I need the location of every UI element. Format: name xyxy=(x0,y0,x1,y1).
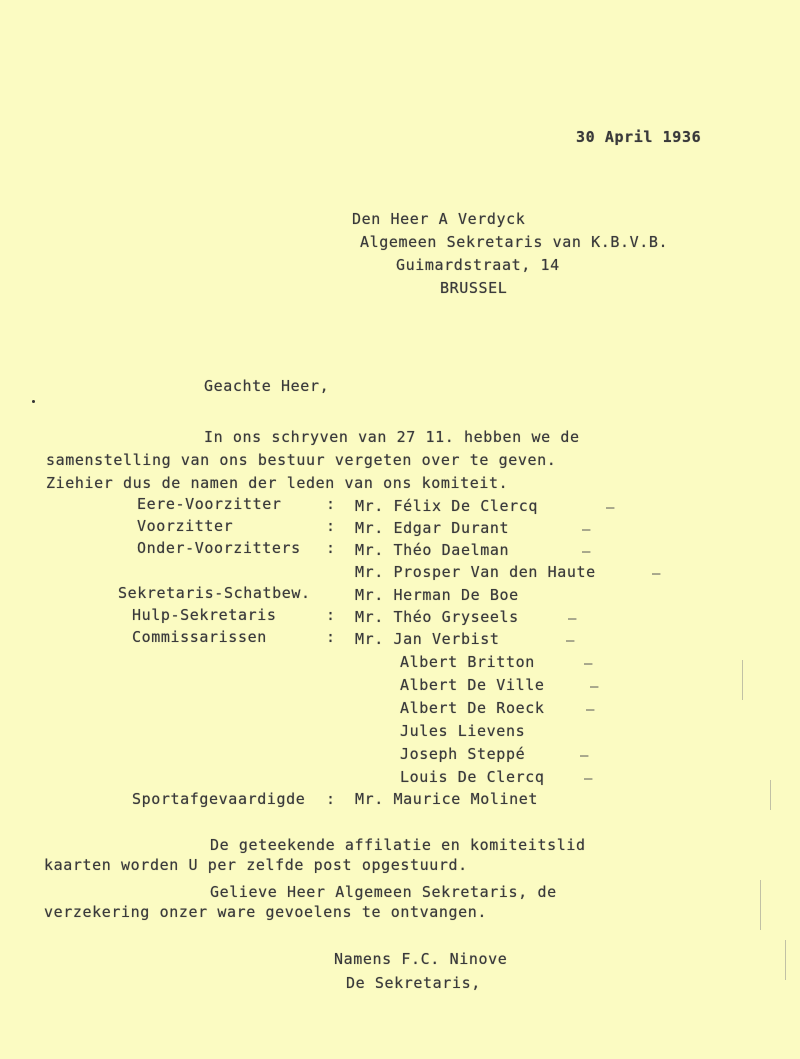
member-name: Mr. Théo Daelman xyxy=(355,541,510,559)
check-mark-icon: — xyxy=(584,656,593,672)
check-mark-icon: — xyxy=(586,702,595,718)
role-separator: : xyxy=(326,628,336,646)
closing-line-4: verzekering onzer ware gevoelens te ontvangen. xyxy=(44,903,488,921)
role-label: Sportafgevaardigde xyxy=(132,790,306,808)
check-mark-icon: — xyxy=(652,566,661,582)
check-mark-icon: — xyxy=(568,611,577,627)
member-name: Jules Lievens xyxy=(400,722,526,740)
role-separator: : xyxy=(326,790,336,808)
check-mark-icon: — xyxy=(582,544,591,560)
role-label: Onder-Voorzitters xyxy=(137,539,301,557)
recipient-city: BRUSSEL xyxy=(440,279,508,297)
recipient-name: Den Heer A Verdyck xyxy=(352,210,526,228)
scan-mark xyxy=(742,660,743,700)
member-name: Albert De Roeck xyxy=(400,699,545,717)
member-name: Joseph Steppé xyxy=(400,745,526,763)
ink-dot xyxy=(32,400,35,403)
check-mark-icon: — xyxy=(566,633,575,649)
check-mark-icon: — xyxy=(590,679,599,695)
salutation: Geachte Heer, xyxy=(204,377,330,395)
role-label: Sekretaris-Schatbew. xyxy=(118,584,311,602)
role-label: Commissarissen xyxy=(132,628,267,646)
intro-line-1: In ons schryven van 27 11. hebben we de xyxy=(204,428,580,446)
signature-title: De Sekretaris, xyxy=(346,974,481,992)
member-name: Albert De Ville xyxy=(400,676,545,694)
member-name: Mr. Prosper Van den Haute xyxy=(355,563,596,581)
recipient-title: Algemeen Sekretaris van K.B.V.B. xyxy=(360,233,669,251)
check-mark-icon: — xyxy=(584,771,593,787)
role-separator: : xyxy=(326,539,336,557)
closing-line-3: Gelieve Heer Algemeen Sekretaris, de xyxy=(210,883,557,901)
letter-date: 30 April 1936 xyxy=(576,128,702,146)
signature-club: Namens F.C. Ninove xyxy=(334,950,508,968)
scan-mark xyxy=(770,780,771,810)
role-label: Eere-Voorzitter xyxy=(137,495,282,513)
closing-line-2: kaarten worden U per zelfde post opgestuurd. xyxy=(44,856,468,874)
role-separator: : xyxy=(326,517,336,535)
intro-line-2: samenstelling van ons bestuur vergeten over te geven. xyxy=(46,451,557,469)
scan-mark xyxy=(785,940,786,980)
member-name: Mr. Félix De Clercq xyxy=(355,497,538,515)
role-label: Voorzitter xyxy=(137,517,234,535)
member-name: Louis De Clercq xyxy=(400,768,545,786)
closing-line-1: De geteekende affilatie en komiteitslid xyxy=(210,836,586,854)
member-name: Mr. Théo Gryseels xyxy=(355,608,519,626)
check-mark-icon: — xyxy=(582,522,591,538)
role-label: Hulp-Sekretaris xyxy=(132,606,277,624)
member-name: Albert Britton xyxy=(400,653,535,671)
role-separator: : xyxy=(326,606,336,624)
check-mark-icon: — xyxy=(580,748,589,764)
member-name: Mr. Jan Verbist xyxy=(355,630,500,648)
member-name: Mr. Maurice Molinet xyxy=(355,790,538,808)
member-name: Mr. Edgar Durant xyxy=(355,519,510,537)
recipient-street: Guimardstraat, 14 xyxy=(396,256,560,274)
role-separator: : xyxy=(326,495,336,513)
member-name: Mr. Herman De Boe xyxy=(355,586,519,604)
check-mark-icon: — xyxy=(606,500,615,516)
scan-mark xyxy=(760,880,761,930)
intro-line-3: Ziehier dus de namen der leden van ons komiteit. xyxy=(46,474,509,492)
